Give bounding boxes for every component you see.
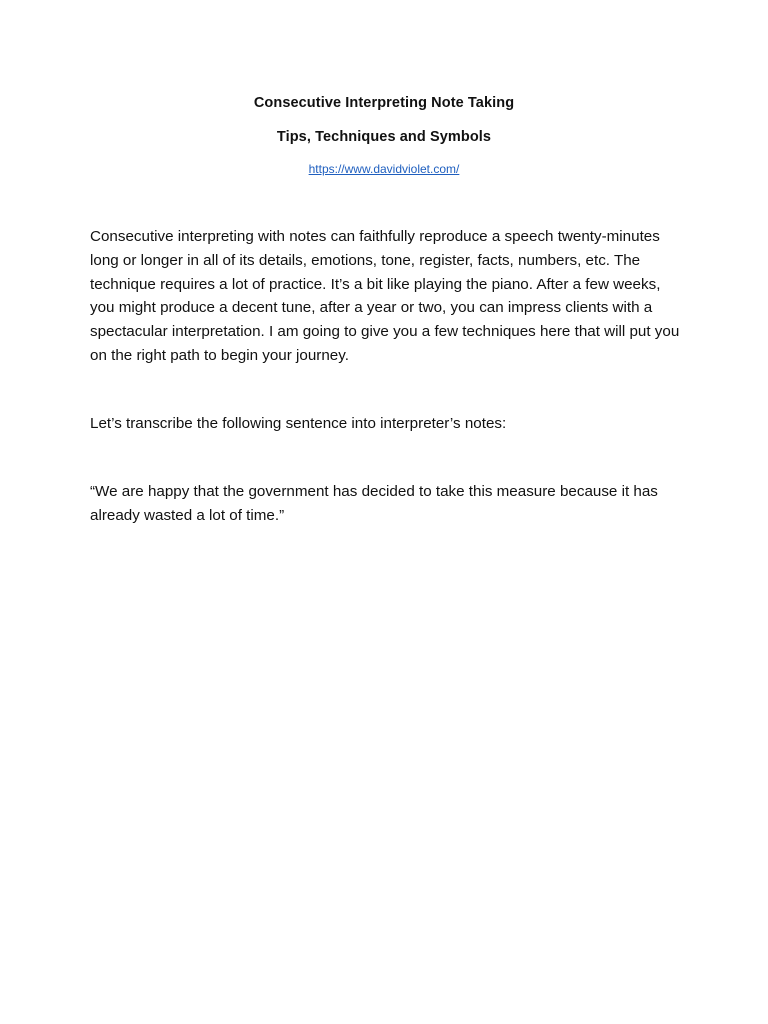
document-subtitle: Tips, Techniques and Symbols: [276, 129, 492, 145]
website-link-container: [0, 162, 768, 176]
instruction-paragraph: Let’s transcribe the following sentence into interpreter’s notes:: [90, 415, 507, 432]
website-link[interactable]: https://www.davidviolet.com/: [308, 162, 460, 176]
example-quote-paragraph: “We are happy that the government has decided to take this measure because it has already wasted a lot of time.”: [90, 483, 658, 524]
intro-paragraph: Consecutive interpreting with notes can faithfully reproduce a speech twenty-minutes long or longer in all of its details, emotions, tone, register, facts, numbers, etc. The technique requires a lot of practice. It’s a bit like playing the piano. After a few weeks, you might produce a decent tune, after a year or two, you can impress clients with a spectacular interpretation. I am going to give you a few techniques here that will put you on the right path to begin your journey.: [90, 228, 680, 364]
document-title: Consecutive Interpreting Note Taking: [253, 95, 515, 111]
